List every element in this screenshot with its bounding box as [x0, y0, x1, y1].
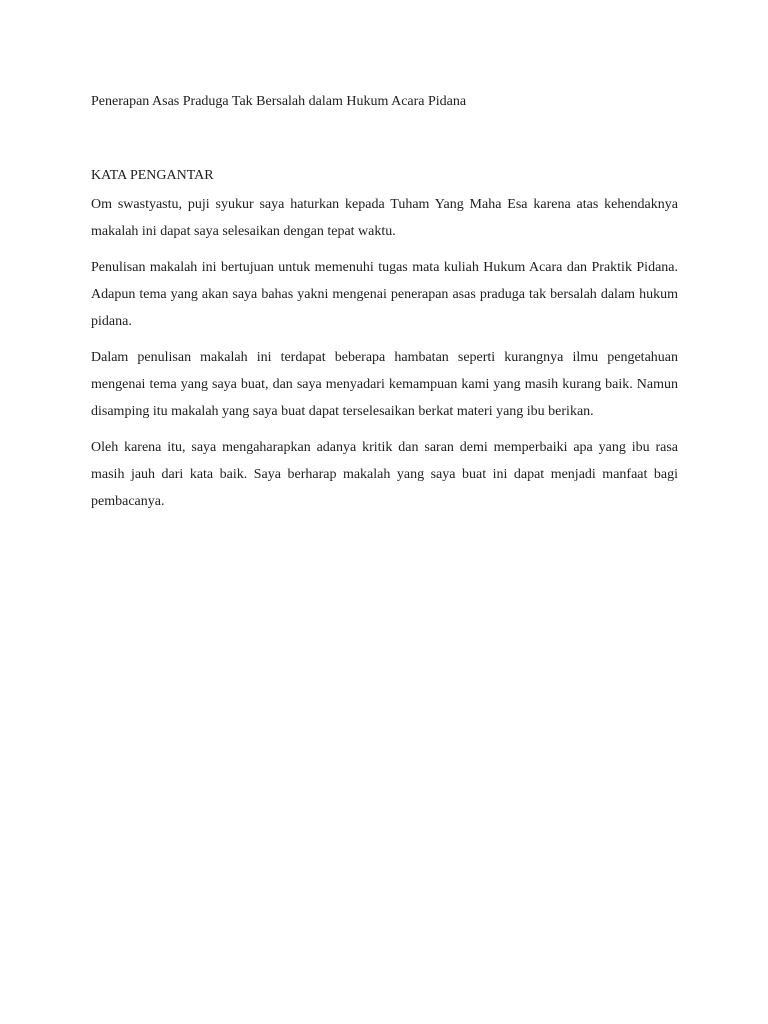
paragraph-1: Om swastyastu, puji syukur saya haturkan kepada Tuham Yang Maha Esa karena atas kehendaknya makalah ini dapat saya selesaikan dengan tepat waktu. — [91, 197, 678, 239]
document-page — [91, 92, 678, 515]
paragraph-3: Dalam penulisan makalah ini terdapat beberapa hambatan seperti kurangnya ilmu pengetahuan mengenai tema yang saya buat, dan saya menyadari kemampuan kami yang masih kurang baik. Namun disamping itu makalah yang saya buat dapat terselesaikan berkat materi yang ibu berikan. — [91, 350, 678, 419]
paragraph-4: Oleh karena itu, saya mengaharapkan adanya kritik dan saran demi memperbaiki apa yang ibu rasa masih jauh dari kata baik. Saya berharap makalah yang saya buat ini dapat menjadi manfaat bagi pembacanya. — [91, 440, 678, 509]
section-heading: KATA PENGANTAR — [91, 168, 214, 183]
paragraph-2: Penulisan makalah ini bertujuan untuk memenuhi tugas mata kuliah Hukum Acara dan Praktik Pidana. Adapun tema yang akan saya bahas yakni mengenai penerapan asas praduga tak bersalah dalam hukum pidana. — [91, 260, 678, 329]
document-title: Penerapan Asas Praduga Tak Bersalah dalam Hukum Acara Pidana — [91, 94, 467, 109]
